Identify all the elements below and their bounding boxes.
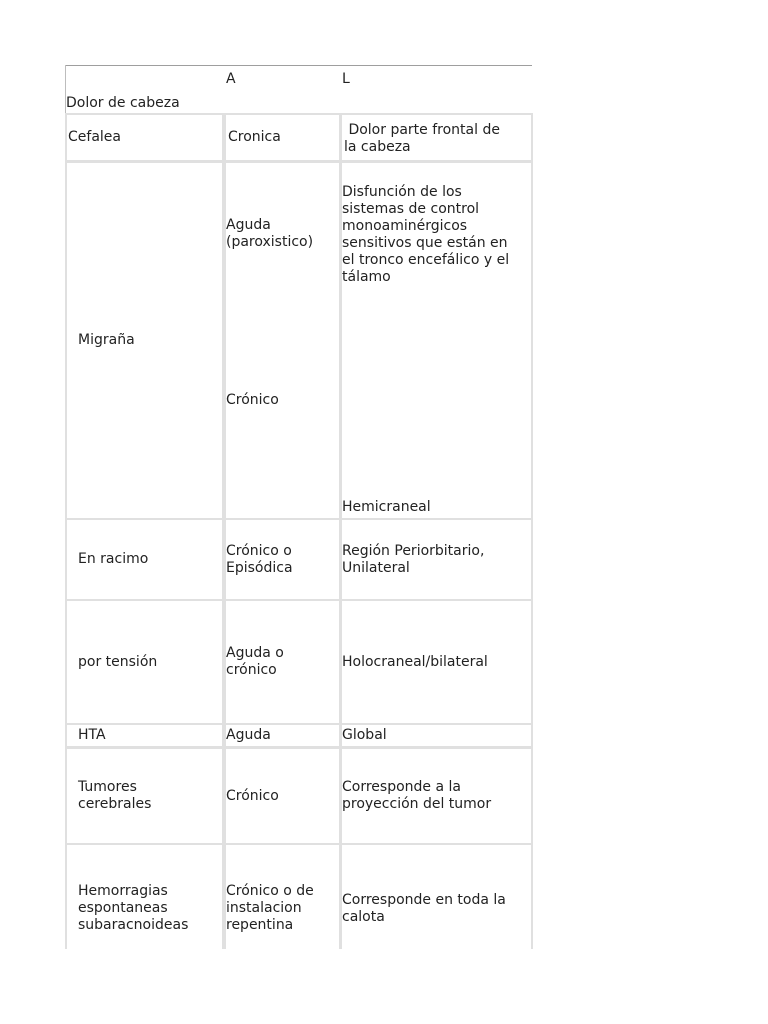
row-duration-label-chronic: Crónico	[226, 392, 279, 408]
row-duration-label: Cronica	[228, 129, 281, 145]
row-duration-label: Crónico o de instalacion repentina	[226, 883, 314, 933]
row-duration-label: Aguda	[226, 727, 271, 743]
row-type-label: HTA	[78, 727, 106, 743]
table-row-cefalea-duration-cell	[224, 113, 341, 162]
table-row-hemorragias-location-cell	[340, 843, 533, 949]
table-row-migrana-location-cell	[340, 161, 533, 520]
column-header-l: L	[342, 71, 350, 87]
row-type-label: por tensión	[78, 653, 158, 670]
row-location-label-hemicraneal: Hemicraneal	[342, 499, 431, 515]
table-row-tension-location-cell	[340, 599, 533, 725]
column-header-a: A	[226, 71, 236, 87]
table-row-racimo-location-cell	[340, 518, 533, 601]
table-row-tumores-location-cell	[340, 747, 533, 845]
table-title: Dolor de cabeza	[66, 95, 180, 111]
table-row-tension-type-cell	[65, 599, 224, 725]
table-row-hemorragias-duration-cell	[224, 843, 341, 949]
row-type-label: Migraña	[78, 332, 135, 348]
table-row-hta-type-cell	[65, 723, 224, 748]
table-row-cefalea-location-cell	[340, 113, 533, 162]
table-row-hta-location-cell	[340, 723, 533, 748]
table-row-racimo-duration-cell	[224, 518, 341, 601]
row-type-label: Tumores cerebrales	[78, 779, 152, 812]
table-row-hemorragias-type-cell	[65, 843, 224, 949]
row-location-label: Global	[342, 727, 387, 743]
row-location-label: Corresponde en toda la calota	[342, 892, 506, 925]
row-duration-label: Crónico	[226, 787, 279, 804]
table-row-tension-duration-cell	[224, 599, 341, 725]
table-top-rule	[65, 65, 532, 66]
row-type-label: En racimo	[78, 551, 149, 567]
row-duration-label: Aguda o crónico	[226, 645, 284, 678]
row-duration-label: Crónico o Episódica	[226, 542, 293, 576]
row-duration-label-acute: Aguda (paroxistico)	[226, 217, 314, 250]
table-row-migrana-type-cell	[65, 161, 224, 520]
row-location-label: Corresponde a la proyección del tumor	[342, 779, 492, 812]
table-row-racimo-type-cell	[65, 518, 224, 601]
table-row-tumores-duration-cell	[224, 747, 341, 845]
table-row-cefalea-type-cell	[65, 113, 224, 162]
table-row-migrana-duration-cell	[224, 161, 341, 520]
row-location-label: Región Periorbitario, Unilateral	[342, 542, 485, 576]
row-location-label-mechanism: Disfunción de los sistemas de control monoaminérgicos sensitivos que están en el tronco encefálico y el tálamo	[342, 184, 510, 285]
table-row-tumores-type-cell	[65, 747, 224, 845]
table-row-hta-duration-cell	[224, 723, 341, 748]
row-location-label: Holocraneal/bilateral	[342, 653, 488, 670]
row-type-label: Cefalea	[68, 129, 121, 145]
row-location-label: Dolor parte frontal de la cabeza	[344, 122, 500, 155]
row-type-label: Hemorragias espontaneas subaracnoideas	[78, 883, 189, 933]
